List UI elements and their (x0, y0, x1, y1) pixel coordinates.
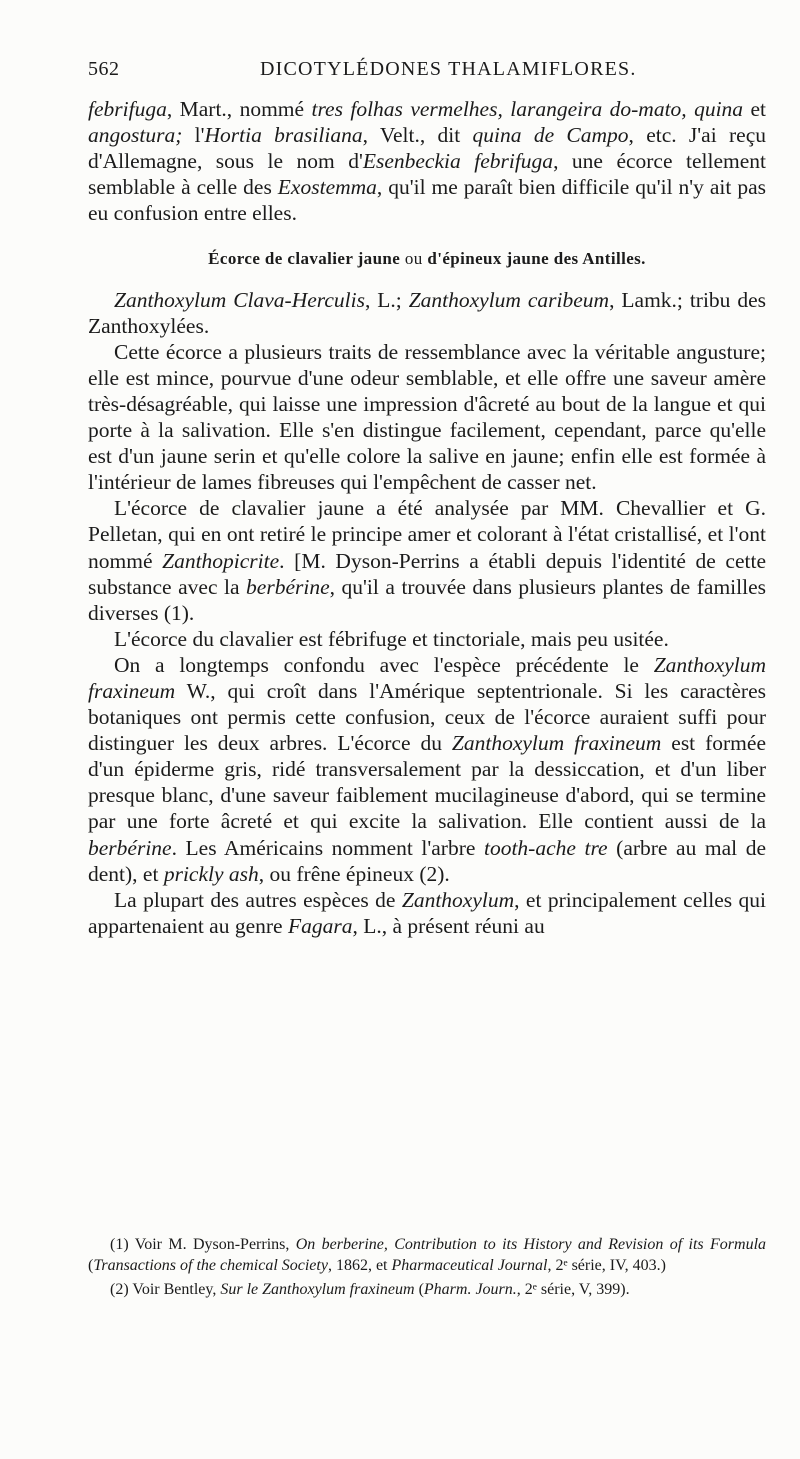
text-run: ( (88, 1257, 94, 1274)
footnotes (88, 1234, 766, 1303)
italic-term: Pharmaceutical Journal (391, 1257, 548, 1274)
page-number: 562 (88, 58, 120, 80)
text-run: , et principalement celles qui appartenaient au genre (88, 887, 766, 938)
body-text (88, 96, 766, 939)
text-run: W., qui croît dans l'Amérique septentrionale. Si les caractères botaniques ont permis cette confusion, ceux de l'écorce auraient suffi pour distinguer les deux arbres. L'écorce du (88, 678, 766, 756)
italic-term: quina de Campo (472, 123, 629, 148)
text-run: . Les Américains nomment l'arbre (171, 835, 484, 860)
species-name: Zanthoxylum fraxineum (88, 652, 766, 703)
paragraph-continuation (88, 96, 766, 226)
italic-term: Exostemma (277, 175, 377, 200)
italic-term: Sur le Zanthoxylum fraxineum (220, 1281, 415, 1298)
text-run: , une écorce tellement semblable à celle des (88, 149, 766, 200)
text-run: , etc. J'ai reçu d'Allemagne, sous le nom d' (88, 123, 766, 174)
italic-term: febrifuga (88, 97, 167, 121)
paragraph: Cette écorce a plusieurs traits de ressemblance avec la véritable angusture; elle est mince, pourvue d'une odeur semblable, et elle offre une saveur amère très-désagréable, qui laisse une impression d'âcreté au bout de la langue et qui porte à la salivation. Elle s'en distingue facilement, cependant, parce qu'elle est d'un jaune serin et qu'elle colore la salive en jaune; enfin elle est formée à l'intérieur de lames fibreuses qui l'empêchent de casser net. (88, 339, 766, 495)
text-run: , qu'il a trouvée dans plusieurs plantes de familles diverses (1). (88, 574, 766, 625)
text-run: , ou frêne épineux (2). (258, 861, 450, 886)
italic-term: berbérine (88, 835, 172, 860)
italic-term: tres folhas vermelhes, larangeira do-mato, quina (311, 97, 744, 121)
italic-term: berbérine (246, 574, 330, 599)
text-run: , Lamk.; tribu des Zanthoxylées. (88, 287, 767, 338)
italic-term: prickly ash (163, 861, 259, 886)
text-run: , qu'il me paraît bien difficile qu'il n'y ait pas eu confusion entre elles. (88, 175, 766, 226)
italic-term: Zanthopicrite (162, 548, 280, 573)
text-run: (1) Voir M. Dyson-Perrins, (110, 1236, 296, 1253)
text-run: , Mart., nommé (166, 97, 312, 121)
running-title: DICOTYLÉDONES THALAMIFLORES. (260, 58, 637, 80)
text-run: L'écorce de clavalier jaune a été analysée par MM. Chevallier et G. Pelletan, qui en ont retiré le principe amer et colorant à l'état cristallisé, et l'ont nommé (88, 496, 766, 573)
text-run: , 2ᵉ série, IV, 403.) (547, 1257, 666, 1274)
text-run: La plupart des autres espèces de (114, 887, 402, 912)
heading-part: d'épineux jaune des Antilles. (427, 249, 646, 269)
running-header (88, 58, 768, 90)
italic-term: angostura; (88, 123, 183, 148)
footnote-1 (88, 1234, 766, 1276)
text-run: (2) Voir Bentley, (110, 1281, 221, 1298)
text-run: est formée d'un épiderme gris, ridé transversalement par la dessiccation, et d'un liber presque blanc, d'une saveur faiblement mucilagineuse d'abord, qui se termine par une forte âcreté et qui excite la salivation. Elle contient aussi de la (88, 731, 766, 834)
species-line (88, 287, 766, 339)
italic-term: Esenbeckia febrifuga (362, 149, 554, 174)
text-run: (arbre au mal de dent), et (88, 835, 767, 886)
heading-part: Écorce de clavalier jaune (208, 249, 401, 269)
species-name: Zanthoxylum (401, 887, 515, 912)
heading-conjunction: ou (400, 249, 428, 269)
genus-name: Fagara (287, 913, 353, 938)
text-run: , L., à présent réuni au (352, 913, 545, 938)
paragraph (88, 887, 766, 939)
species-name: Zanthoxylum caribeum (408, 287, 610, 312)
italic-term: Transactions of the chemical Society (93, 1257, 328, 1274)
footnote-2 (88, 1279, 766, 1300)
italic-term: Hortia brasiliana (204, 123, 363, 148)
species-name: Zanthoxylum Clava-Herculis (114, 287, 365, 312)
section-heading (88, 246, 766, 272)
text-run: ( (414, 1281, 424, 1298)
italic-term: tooth-ache tre (483, 835, 608, 860)
text-run: , 1862, et (327, 1257, 392, 1274)
text-run: , 2ᵉ série, V, 399). (516, 1281, 630, 1298)
species-name: Zanthoxylum fraxineum (451, 731, 662, 756)
text-run: , L.; (364, 287, 409, 312)
italic-term: On berberine, Contribution to its History and Revision of its Formula (295, 1236, 767, 1253)
paragraph (88, 495, 766, 625)
paragraph: L'écorce du clavalier est fébrifuge et tinctoriale, mais peu usitée. (114, 626, 669, 651)
italic-term: Pharm. Journ. (423, 1281, 517, 1298)
paragraph (88, 652, 766, 887)
text-run: On a longtemps confondu avec l'espèce précédente le (114, 652, 654, 677)
text-run: , Velt., dit (362, 123, 473, 148)
text-run: et (743, 97, 766, 121)
text-run: l' (182, 123, 205, 148)
text-run: . [M. Dyson-Perrins a établi depuis l'identité de cette substance avec la (88, 548, 766, 599)
